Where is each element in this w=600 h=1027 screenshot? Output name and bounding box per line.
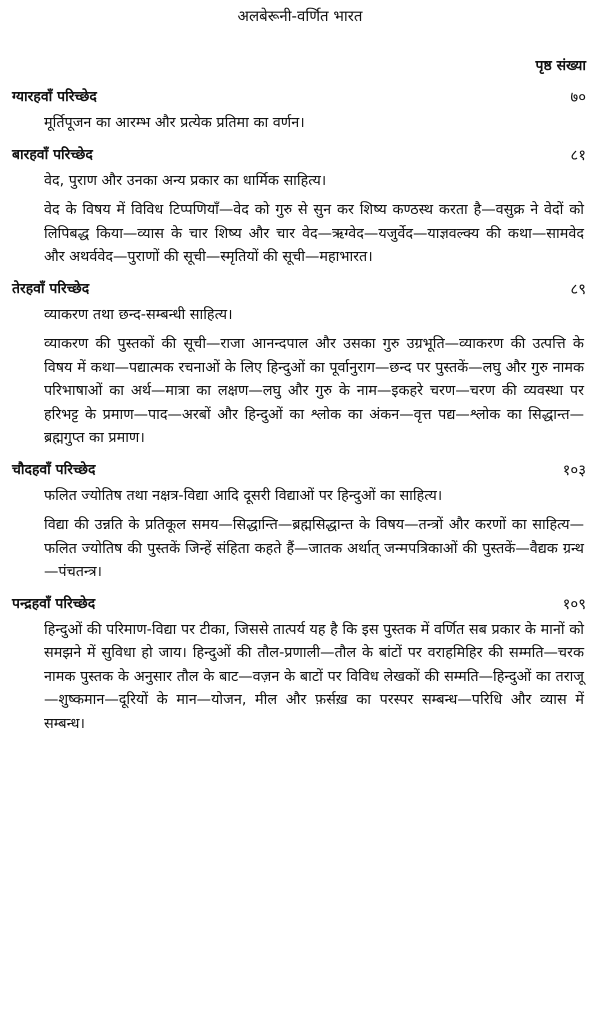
chapter-heading-row [10,144,590,170]
chapter-heading-row [10,278,590,304]
chapter-title: चौदहवाँ परिच्छेद [12,461,96,478]
page-number-column-label: पृष्ठ संख्या [535,58,586,74]
chapter-page-number: ८९ [570,279,586,298]
chapter-summary: फलित ज्योतिष तथा नक्षत्र-विद्या आदि दूसरी विद्याओं पर हिन्दुओं का साहित्य। [44,487,443,504]
chapter-heading-row [10,593,590,619]
running-head: अलबेरूनी-वर्णित भारत [237,7,363,25]
chapter-contents: व्याकरण की पुस्तकों की सूची—राजा आनन्दपाल और उसका गुरु उग्रभूति—व्याकरण की उत्पत्ति के विषय में कथा—पद्यात्मक रचनाओं के लिए हिन्दुओं का पूर्वानुराग—छन्द पर पुस्तकें—लघु और गुरु नामक परिभाषाओं का अर्थ—मात्रा का लक्षण—लघु और गुरु के नाम—इकहरे चरण—चरण की व्यवस्था पर हरिभट्ट के प्रमाण—पाद—अरबों और हिन्दुओं का श्लोक का अंकन—वृत्त पद्य—श्लोक का सिद्धान्त—ब्रह्मगुप्त का प्रमाण। [44,336,584,446]
chapter-page-number: १०३ [562,460,586,479]
chapter-page-number: ८१ [570,145,586,164]
chapter-summary: मूर्तिपूजन का आरम्भ और प्रत्येक प्रतिमा का वर्णन। [44,115,305,131]
chapter-list [10,86,590,744]
chapter-entry [10,86,590,136]
chapter-title: ग्यारहवाँ परिच्छेद [12,89,97,105]
chapter-contents: विद्या की उन्नति के प्रतिकूल समय—सिद्धान्ति—ब्रह्मसिद्धान्त के विषय—तन्त्रों और करणों का साहित्य—फलित ज्योतिष की पुस्तकें जिन्हें संहिता कहते हैं—जातक अर्थात् जन्मपत्रिकाओं की पुस्तकें—वैद्यक ग्रन्थ—पंचतन्त्र। [44,517,584,580]
chapter-contents: हिन्दुओं की परिमाण-विद्या पर टीका, जिससे तात्पर्य यह है कि इस पुस्तक में वर्णित सब प्रकार के मानों को समझने में सुविधा हो जाय। हिन्दुओं की तौल-प्रणाली—तौल के बांटों पर वराहमिहिर की सम्मति—चरक नामक पुस्तक के अनुसार तौल के बाट—वज़न के बाटों पर विविध लेखकों की सम्मति—हिन्दुओं का तराजू—शुष्कमान—दूरियों के मान—योजन, मील और फ़र्सख़ का परस्पर सम्बन्ध—परिधि और व्यास में सम्बन्ध। [44,621,584,732]
chapter-entry [10,278,590,451]
chapter-page-number: १०९ [562,594,586,613]
chapter-summary: वेद, पुराण और उनका अन्य प्रकार का धार्मिक साहित्य। [44,172,327,189]
chapter-title: बारहवाँ परिच्छेद [12,146,93,163]
chapter-contents: वेद के विषय में विविध टिप्पणियाँ—वेद को गुरु से सुन कर शिष्य कण्ठस्थ करता है—वसुक्र ने वेदों को लिपिबद्ध किया—व्यास के चार शिष्य और चार वेद—ऋग्वेद—यजुर्वेद—याज्ञवल्क्य की कथा—सामवेद और अथर्ववेद—पुराणों की सूची—स्मृतियों की सूची—महाभारत। [44,202,584,265]
chapter-title: तेरहवाँ परिच्छेद [12,280,90,297]
chapter-heading-row [10,86,590,112]
chapter-entry [10,144,590,270]
chapter-title: पन्द्रहवाँ परिच्छेद [12,595,96,612]
chapter-entry [10,593,590,737]
chapter-entry [10,459,590,585]
chapter-summary: व्याकरण तथा छन्द-सम्बन्धी साहित्य। [44,306,233,323]
chapter-page-number: ७० [570,88,586,106]
chapter-heading-row [10,459,590,485]
